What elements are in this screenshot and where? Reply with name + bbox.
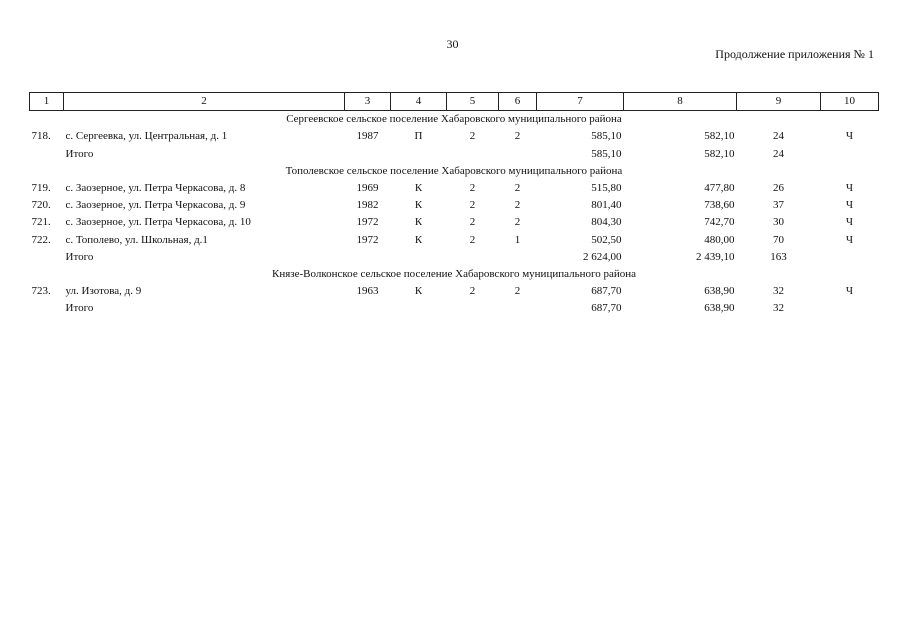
- col10-cell: Ч: [845, 182, 854, 195]
- type-cell: К: [414, 285, 423, 298]
- total-col7: 2 624,00: [583, 250, 622, 263]
- table-row: [30, 197, 879, 214]
- col6-cell: 2: [514, 285, 521, 298]
- address-cell: ул. Изотова, д. 9: [65, 285, 142, 298]
- column-header: 1: [30, 93, 64, 111]
- column-header: 4: [391, 93, 447, 111]
- col8-cell: 582,10: [704, 130, 735, 143]
- col9-cell: 32: [773, 285, 784, 298]
- column-header: 6: [499, 93, 537, 111]
- type-cell: К: [414, 199, 423, 212]
- appendix-continuation-note: Продолжение приложения № 1: [715, 47, 874, 61]
- section-heading-row: [30, 266, 879, 283]
- year-cell: 1963: [356, 285, 379, 298]
- col6-cell: 2: [514, 216, 521, 229]
- row-number: 723.: [31, 285, 51, 298]
- year-cell: 1969: [356, 182, 379, 195]
- address-cell: с. Заозерное, ул. Петра Черкасова, д. 8: [65, 182, 246, 195]
- column-header: 9: [737, 93, 821, 111]
- col7-cell: 502,50: [591, 233, 622, 246]
- col5-cell: 2: [469, 285, 476, 298]
- row-number: 721.: [31, 216, 51, 229]
- total-col7: 585,10: [591, 147, 622, 160]
- year-cell: 1972: [356, 216, 379, 229]
- total-col9: 24: [773, 147, 784, 160]
- col10-cell: Ч: [845, 285, 854, 298]
- col7-cell: 687,70: [591, 285, 622, 298]
- type-cell: К: [414, 233, 423, 246]
- col7-cell: 801,40: [591, 199, 622, 212]
- row-number: 720.: [31, 199, 51, 212]
- row-number: 719.: [31, 182, 51, 195]
- col10-cell: Ч: [845, 216, 854, 229]
- col10-cell: Ч: [845, 130, 854, 143]
- total-label: Итого: [65, 147, 94, 160]
- column-header: 10: [821, 93, 879, 111]
- table-row: [30, 128, 879, 145]
- column-header: 8: [624, 93, 737, 111]
- housing-registry-table: [29, 92, 879, 317]
- table-body: [30, 111, 879, 318]
- section-heading-row: [30, 163, 879, 180]
- column-header: 5: [447, 93, 499, 111]
- total-label: Итого: [65, 302, 94, 315]
- col6-cell: 2: [514, 199, 521, 212]
- column-header: 7: [537, 93, 624, 111]
- table-row: [30, 283, 879, 300]
- col9-cell: 24: [773, 130, 784, 143]
- section-title: Князе-Волконское сельское поселение Хабаровского муниципального района: [271, 267, 637, 280]
- col8-cell: 742,70: [704, 216, 735, 229]
- address-cell: с. Заозерное, ул. Петра Черкасова, д. 10: [65, 216, 251, 229]
- col7-cell: 804,30: [591, 216, 622, 229]
- col5-cell: 2: [469, 233, 476, 246]
- total-row: [30, 249, 879, 266]
- address-cell: с. Тополево, ул. Школьная, д.1: [65, 233, 208, 246]
- page-number: 30: [446, 37, 459, 51]
- col5-cell: 2: [469, 182, 476, 195]
- year-cell: 1987: [356, 130, 379, 143]
- col9-cell: 30: [773, 216, 784, 229]
- column-header: 2: [64, 93, 345, 111]
- total-col8: 582,10: [704, 147, 735, 160]
- col8-cell: 638,90: [704, 285, 735, 298]
- total-col8: 2 439,10: [696, 250, 735, 263]
- table-row: [30, 232, 879, 249]
- col6-cell: 1: [514, 233, 521, 246]
- section-title: Сергеевское сельское поселение Хабаровского муниципального района: [286, 113, 622, 126]
- total-row: [30, 300, 879, 317]
- col6-cell: 2: [514, 130, 521, 143]
- total-row: [30, 146, 879, 163]
- type-cell: П: [414, 130, 423, 143]
- table-row: [30, 180, 879, 197]
- col8-cell: 480,00: [704, 233, 735, 246]
- address-cell: с. Заозерное, ул. Петра Черкасова, д. 9: [65, 199, 246, 212]
- col10-cell: Ч: [845, 233, 854, 246]
- address-cell: с. Сергеевка, ул. Центральная, д. 1: [65, 130, 228, 143]
- total-col9: 32: [773, 302, 784, 315]
- col5-cell: 2: [469, 216, 476, 229]
- col9-cell: 37: [773, 199, 784, 212]
- row-number: 722.: [31, 233, 51, 246]
- column-header: 3: [345, 93, 391, 111]
- total-label: Итого: [65, 250, 94, 263]
- total-col8: 638,90: [704, 302, 735, 315]
- col6-cell: 2: [514, 182, 521, 195]
- col5-cell: 2: [469, 130, 476, 143]
- col9-cell: 26: [773, 182, 784, 195]
- year-cell: 1982: [356, 199, 379, 212]
- col5-cell: 2: [469, 199, 476, 212]
- col10-cell: Ч: [845, 199, 854, 212]
- col9-cell: 70: [773, 233, 784, 246]
- col8-cell: 477,80: [704, 182, 735, 195]
- type-cell: К: [414, 216, 423, 229]
- type-cell: К: [414, 182, 423, 195]
- total-col7: 687,70: [591, 302, 622, 315]
- year-cell: 1972: [356, 233, 379, 246]
- total-col9: 163: [770, 250, 787, 263]
- col7-cell: 515,80: [591, 182, 622, 195]
- table-row: [30, 214, 879, 231]
- table-header: [30, 93, 879, 111]
- col7-cell: 585,10: [591, 130, 622, 143]
- row-number: 718.: [31, 130, 51, 143]
- col8-cell: 738,60: [704, 199, 735, 212]
- section-title: Тополевское сельское поселение Хабаровского муниципального района: [285, 164, 623, 177]
- section-heading-row: [30, 111, 879, 129]
